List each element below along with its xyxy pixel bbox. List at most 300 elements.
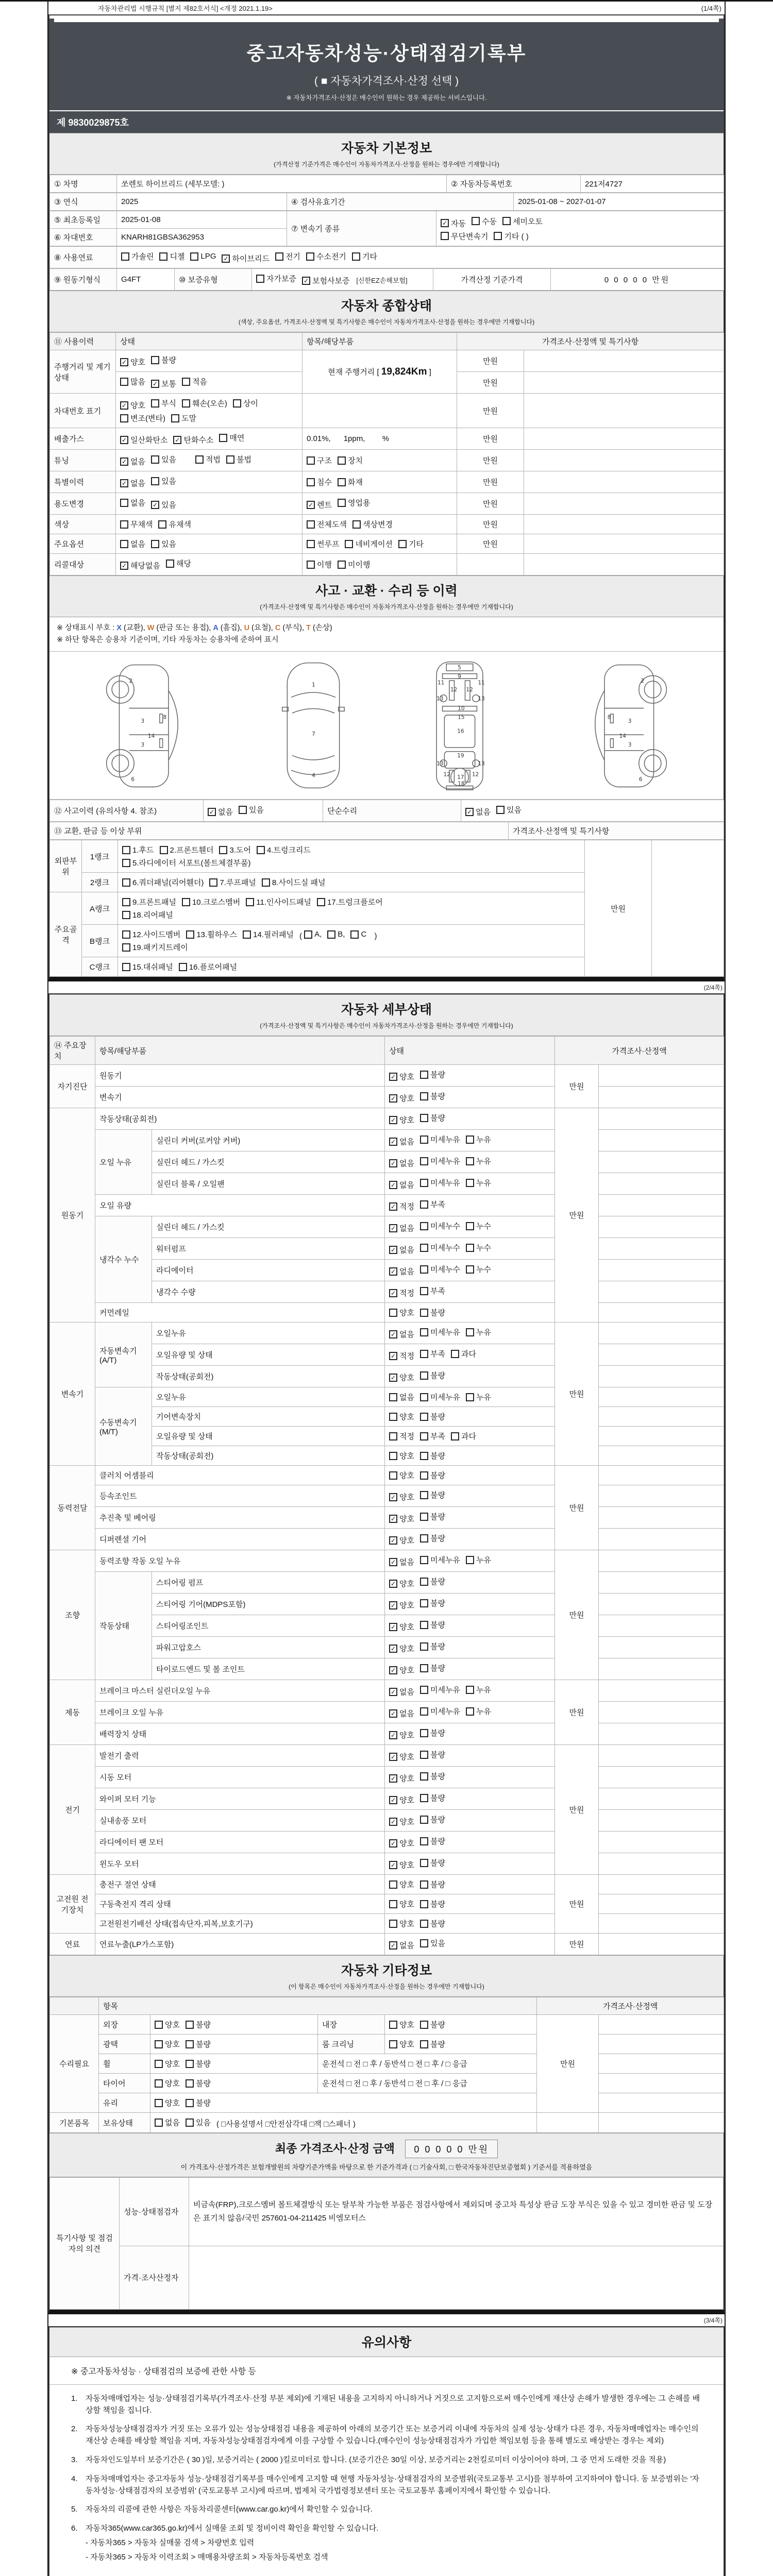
checkbox-box[interactable] — [257, 846, 265, 854]
checkbox-box[interactable] — [420, 1432, 428, 1440]
checkbox-box[interactable]: ✓ — [389, 1753, 397, 1761]
checkbox-box[interactable]: ✓ — [465, 808, 474, 816]
checkbox-box[interactable] — [186, 2099, 194, 2107]
checkbox-부족[interactable] — [420, 1285, 445, 1296]
checkbox-box[interactable]: ✓ — [389, 1580, 397, 1588]
checkbox-양호[interactable] — [389, 1899, 414, 1909]
checkbox-디젤[interactable] — [159, 251, 184, 262]
checkbox-미세누유[interactable] — [420, 1684, 460, 1695]
checkbox-양호[interactable] — [389, 1665, 414, 1675]
checkbox-적정[interactable] — [389, 1201, 414, 1212]
checkbox-box[interactable] — [420, 1413, 428, 1421]
checkbox-box[interactable]: ✓ — [389, 1558, 397, 1566]
checkbox-box[interactable] — [275, 252, 283, 261]
checkbox-box[interactable] — [389, 1900, 397, 1908]
checkbox-box[interactable] — [420, 1222, 428, 1230]
checkbox-box[interactable] — [350, 930, 359, 939]
checkbox-box[interactable] — [496, 806, 505, 814]
checkbox-box[interactable] — [389, 1920, 397, 1928]
checkbox-해당[interactable] — [166, 558, 191, 569]
checkbox-없음[interactable] — [120, 497, 145, 508]
checkbox-불법[interactable] — [226, 454, 251, 465]
checkbox-무채색[interactable] — [120, 519, 153, 530]
checkbox-양호[interactable] — [389, 1621, 414, 1632]
checkbox-불량[interactable] — [420, 1749, 445, 1760]
checkbox-box[interactable]: ✓ — [389, 1224, 397, 1232]
checkbox-box[interactable]: ✓ — [389, 1515, 397, 1523]
checkbox-box[interactable] — [338, 561, 346, 569]
checkbox-box[interactable] — [307, 478, 315, 486]
checkbox-box[interactable] — [195, 455, 204, 464]
checkbox-과다[interactable] — [451, 1431, 476, 1442]
checkbox-3.도어[interactable] — [219, 844, 251, 855]
checkbox-box[interactable] — [420, 1751, 428, 1759]
checkbox-미세누유[interactable] — [420, 1134, 460, 1145]
checkbox-box[interactable] — [209, 878, 217, 887]
checkbox-네비게이션[interactable] — [345, 538, 392, 549]
checkbox-box[interactable] — [420, 1556, 428, 1564]
checkbox-box[interactable] — [122, 878, 130, 887]
checkbox-미세누수[interactable] — [420, 1242, 460, 1253]
checkbox-box[interactable] — [420, 1136, 428, 1144]
checkbox-box[interactable]: ✓ — [389, 1181, 397, 1189]
checkbox-무단변속기[interactable] — [441, 231, 488, 242]
checkbox-box[interactable] — [389, 1471, 397, 1480]
checkbox-box[interactable] — [155, 2060, 163, 2068]
checkbox-box[interactable] — [389, 1432, 397, 1440]
checkbox-누유[interactable] — [466, 1156, 491, 1166]
checkbox-box[interactable] — [159, 252, 167, 261]
checkbox-box[interactable] — [420, 1664, 428, 1672]
checkbox-box[interactable] — [420, 1794, 428, 1802]
checkbox-자동[interactable] — [441, 218, 466, 229]
checkbox-불량[interactable] — [420, 1470, 445, 1481]
checkbox-box[interactable] — [502, 217, 511, 225]
checkbox-양호[interactable] — [389, 1114, 414, 1125]
checkbox-18.리어패널[interactable] — [122, 909, 173, 920]
checkbox-box[interactable] — [307, 520, 315, 529]
checkbox-box[interactable]: ✓ — [389, 1666, 397, 1674]
checkbox-유채색[interactable] — [158, 519, 191, 530]
checkbox-없음[interactable] — [120, 478, 145, 488]
checkbox-box[interactable] — [420, 1686, 428, 1694]
checkbox-양호[interactable] — [389, 1411, 414, 1422]
checkbox-9.프론트패널[interactable] — [122, 896, 176, 907]
checkbox-없음[interactable] — [208, 806, 233, 817]
checkbox-기타[interactable] — [398, 538, 424, 549]
checkbox-누수[interactable] — [466, 1221, 491, 1231]
checkbox-box[interactable] — [122, 963, 130, 971]
checkbox-불량[interactable] — [420, 1511, 445, 1522]
checkbox-8.사이드실 패널[interactable] — [262, 877, 326, 888]
checkbox-색상변경[interactable] — [352, 519, 393, 530]
checkbox-11.인사이드패널[interactable] — [246, 896, 311, 907]
checkbox-양호[interactable] — [389, 1492, 414, 1502]
checkbox-불량[interactable] — [186, 2058, 211, 2069]
checkbox-양호[interactable] — [389, 1918, 414, 1929]
checkbox-box[interactable] — [158, 520, 166, 529]
checkbox-하이브리드[interactable] — [222, 253, 269, 264]
checkbox-box[interactable] — [451, 1432, 459, 1440]
checkbox-box[interactable] — [420, 1371, 428, 1380]
checkbox-box[interactable] — [420, 1114, 428, 1122]
checkbox-과다[interactable] — [451, 1348, 476, 1359]
checkbox-box[interactable] — [420, 1642, 428, 1651]
checkbox-box[interactable] — [420, 1393, 428, 1401]
checkbox-box[interactable] — [389, 1393, 397, 1401]
checkbox-box[interactable] — [345, 540, 353, 548]
checkbox-LPG[interactable] — [190, 252, 216, 261]
checkbox-box[interactable] — [155, 2021, 163, 2029]
checkbox-box[interactable] — [121, 252, 129, 261]
checkbox-box[interactable] — [420, 1599, 428, 1607]
checkbox-없음[interactable] — [389, 1556, 414, 1567]
checkbox-box[interactable] — [120, 520, 128, 529]
checkbox-적정[interactable] — [389, 1431, 414, 1442]
checkbox-box[interactable]: ✓ — [173, 436, 181, 444]
checkbox-양호[interactable] — [389, 1535, 414, 1546]
checkbox-없음[interactable] — [389, 1158, 414, 1168]
checkbox-box[interactable] — [466, 1556, 474, 1564]
checkbox-box[interactable] — [338, 499, 346, 507]
checkbox-불량[interactable] — [420, 1450, 445, 1461]
checkbox-box[interactable] — [307, 561, 315, 569]
checkbox-불량[interactable] — [420, 1814, 445, 1825]
checkbox-box[interactable] — [122, 930, 130, 939]
checkbox-box[interactable] — [466, 1222, 474, 1230]
checkbox-불량[interactable] — [420, 1619, 445, 1630]
checkbox-불량[interactable] — [420, 1836, 445, 1846]
checkbox-불량[interactable] — [420, 1533, 445, 1544]
checkbox-box[interactable] — [420, 1265, 428, 1274]
checkbox-box[interactable] — [155, 2079, 163, 2088]
checkbox-불량[interactable] — [420, 1879, 445, 1890]
checkbox-box[interactable] — [246, 898, 254, 906]
checkbox-box[interactable] — [327, 930, 335, 939]
checkbox-13.휠하우스[interactable] — [186, 929, 237, 940]
checkbox-box[interactable] — [451, 1350, 459, 1358]
checkbox-불량[interactable] — [420, 1411, 445, 1422]
checkbox-box[interactable] — [182, 378, 190, 386]
checkbox-box[interactable]: ✓ — [389, 1073, 397, 1081]
checkbox-box[interactable]: ✓ — [120, 479, 128, 487]
checkbox-box[interactable] — [186, 2040, 194, 2048]
checkbox-없음[interactable] — [389, 1392, 414, 1402]
checkbox-box[interactable] — [186, 2060, 194, 2068]
checkbox-box[interactable] — [420, 1729, 428, 1737]
checkbox-B,[interactable] — [327, 930, 345, 939]
checkbox-불량[interactable] — [420, 1091, 445, 1101]
checkbox-16.플로어패널[interactable] — [179, 961, 237, 972]
checkbox-양호[interactable] — [389, 1307, 414, 1318]
checkbox-수동[interactable] — [472, 216, 497, 227]
checkbox-미세누유[interactable] — [420, 1327, 460, 1337]
checkbox-box[interactable] — [182, 898, 190, 906]
checkbox-box[interactable] — [243, 930, 251, 939]
checkbox-15.대쉬패널[interactable] — [122, 961, 173, 972]
checkbox-box[interactable] — [472, 217, 480, 225]
checkbox-해당없음[interactable] — [120, 560, 160, 571]
checkbox-4.트렁크리드[interactable] — [257, 844, 311, 855]
checkbox-상이[interactable] — [233, 398, 258, 409]
checkbox-box[interactable] — [256, 275, 264, 283]
checkbox-없음[interactable] — [465, 806, 491, 817]
checkbox-양호[interactable] — [389, 1071, 414, 1082]
checkbox-보통[interactable] — [151, 378, 176, 389]
checkbox-box[interactable] — [389, 1413, 397, 1421]
checkbox-썬루프[interactable] — [307, 538, 339, 549]
checkbox-14.필러패널[interactable] — [243, 929, 294, 940]
checkbox-box[interactable]: ✓ — [120, 401, 128, 410]
checkbox-box[interactable] — [389, 1452, 397, 1460]
checkbox-양호[interactable] — [389, 2019, 414, 2030]
checkbox-불량[interactable] — [151, 354, 176, 365]
checkbox-양호[interactable] — [389, 1578, 414, 1589]
checkbox-box[interactable]: ✓ — [389, 1330, 397, 1338]
checkbox-box[interactable] — [120, 499, 128, 507]
checkbox-양호[interactable] — [389, 1643, 414, 1654]
checkbox-변조(변타)[interactable] — [120, 413, 165, 423]
checkbox-미세누유[interactable] — [420, 1177, 460, 1188]
checkbox-불량[interactable] — [420, 1771, 445, 1782]
checkbox-box[interactable]: ✓ — [389, 1623, 397, 1631]
checkbox-box[interactable] — [155, 2099, 163, 2107]
checkbox-box[interactable]: ✓ — [389, 1374, 397, 1382]
checkbox-box[interactable]: ✓ — [120, 457, 128, 466]
checkbox-box[interactable] — [306, 252, 314, 261]
checkbox-불량[interactable] — [186, 2039, 211, 2049]
checkbox-box[interactable]: ✓ — [389, 1267, 397, 1276]
checkbox-box[interactable] — [151, 455, 159, 464]
checkbox-box[interactable] — [226, 455, 234, 464]
checkbox-box[interactable]: ✓ — [307, 501, 315, 509]
checkbox-box[interactable]: ✓ — [389, 1796, 397, 1804]
checkbox-box[interactable]: ✓ — [151, 380, 159, 388]
checkbox-box[interactable] — [420, 1859, 428, 1867]
checkbox-box[interactable] — [420, 1880, 428, 1889]
checkbox-양호[interactable] — [389, 1794, 414, 1805]
checkbox-미세누유[interactable] — [420, 1392, 460, 1402]
checkbox-box[interactable] — [317, 898, 325, 906]
checkbox-1.후드[interactable] — [122, 844, 154, 855]
checkbox-box[interactable] — [420, 1816, 428, 1824]
checkbox-box[interactable] — [160, 846, 168, 854]
checkbox-box[interactable] — [389, 1880, 397, 1889]
checkbox-기타[interactable] — [352, 251, 377, 262]
checkbox-box[interactable] — [171, 414, 179, 422]
checkbox-box[interactable] — [420, 1309, 428, 1317]
checkbox-box[interactable]: ✓ — [389, 1861, 397, 1869]
checkbox-A,[interactable] — [304, 930, 322, 939]
checkbox-box[interactable] — [420, 1939, 428, 1947]
checkbox-box[interactable] — [420, 1471, 428, 1480]
checkbox-불량[interactable] — [186, 2019, 211, 2030]
checkbox-box[interactable] — [420, 1707, 428, 1716]
checkbox-자가보증[interactable] — [256, 273, 296, 284]
checkbox-box[interactable] — [420, 1578, 428, 1586]
checkbox-box[interactable] — [420, 1452, 428, 1460]
checkbox-있음[interactable] — [151, 476, 176, 486]
checkbox-누유[interactable] — [466, 1684, 491, 1695]
checkbox-전체도색[interactable] — [307, 519, 347, 530]
checkbox-box[interactable]: ✓ — [389, 1709, 397, 1718]
checkbox-box[interactable] — [420, 1534, 428, 1543]
checkbox-box[interactable] — [120, 540, 128, 548]
checkbox-box[interactable]: ✓ — [389, 1839, 397, 1848]
checkbox-미세누유[interactable] — [420, 1554, 460, 1565]
checkbox-box[interactable] — [120, 378, 128, 386]
checkbox-불량[interactable] — [420, 1598, 445, 1608]
checkbox-box[interactable] — [307, 456, 315, 465]
checkbox-box[interactable] — [420, 1920, 428, 1928]
checkbox-box[interactable]: ✓ — [389, 1202, 397, 1211]
checkbox-양호[interactable] — [389, 1879, 414, 1890]
checkbox-양호[interactable] — [389, 1773, 414, 1784]
checkbox-불량[interactable] — [420, 1857, 445, 1868]
checkbox-누유[interactable] — [466, 1134, 491, 1145]
checkbox-box[interactable]: ✓ — [208, 808, 216, 816]
checkbox-box[interactable]: ✓ — [389, 1645, 397, 1653]
checkbox-없음[interactable] — [389, 1708, 414, 1719]
checkbox-양호[interactable] — [389, 1372, 414, 1383]
checkbox-있음[interactable] — [496, 804, 522, 815]
checkbox-누유[interactable] — [466, 1177, 491, 1188]
checkbox-불량[interactable] — [420, 1307, 445, 1318]
checkbox-box[interactable]: ✓ — [389, 1352, 397, 1360]
checkbox-box[interactable] — [182, 399, 190, 408]
checkbox-box[interactable] — [219, 434, 227, 442]
checkbox-box[interactable] — [219, 846, 227, 854]
checkbox-box[interactable]: ✓ — [389, 1094, 397, 1103]
checkbox-19.패키지트레이[interactable] — [122, 942, 188, 953]
checkbox-box[interactable] — [420, 1157, 428, 1165]
checkbox-부족[interactable] — [420, 1199, 445, 1210]
checkbox-box[interactable] — [398, 540, 407, 548]
checkbox-box[interactable] — [186, 930, 194, 939]
checkbox-box[interactable]: ✓ — [389, 1601, 397, 1609]
checkbox-box[interactable] — [307, 540, 315, 548]
checkbox-양호[interactable] — [389, 1450, 414, 1461]
checkbox-불량[interactable] — [420, 2039, 445, 2049]
checkbox-불량[interactable] — [420, 1792, 445, 1803]
checkbox-있음[interactable] — [186, 2117, 211, 2128]
checkbox-box[interactable] — [466, 1393, 474, 1401]
checkbox-양호[interactable] — [155, 2078, 180, 2089]
checkbox-양호[interactable] — [120, 357, 145, 367]
checkbox-화재[interactable] — [338, 477, 363, 487]
checkbox-box[interactable] — [420, 1621, 428, 1629]
checkbox-양호[interactable] — [120, 400, 145, 411]
checkbox-box[interactable] — [441, 232, 449, 240]
checkbox-7.루프패널[interactable] — [209, 877, 256, 888]
checkbox-box[interactable] — [389, 1309, 397, 1317]
checkbox-box[interactable] — [186, 2119, 194, 2127]
checkbox-box[interactable] — [420, 1179, 428, 1187]
checkbox-누수[interactable] — [466, 1242, 491, 1253]
checkbox-box[interactable] — [151, 356, 159, 364]
checkbox-양호[interactable] — [389, 1751, 414, 1762]
checkbox-box[interactable] — [494, 232, 502, 240]
checkbox-box[interactable] — [420, 1837, 428, 1845]
checkbox-전기[interactable] — [275, 251, 300, 262]
checkbox-box[interactable]: ✓ — [389, 1731, 397, 1739]
checkbox-적정[interactable] — [389, 1350, 414, 1361]
checkbox-box[interactable] — [420, 1513, 428, 1521]
checkbox-box[interactable] — [466, 1686, 474, 1694]
checkbox-box[interactable] — [420, 1350, 428, 1358]
checkbox-box[interactable] — [352, 252, 360, 261]
checkbox-box[interactable]: ✓ — [389, 1159, 397, 1167]
checkbox-누수[interactable] — [466, 1264, 491, 1275]
checkbox-누유[interactable] — [466, 1554, 491, 1565]
checkbox-box[interactable] — [151, 477, 159, 485]
checkbox-box[interactable]: ✓ — [222, 255, 230, 263]
checkbox-세미오토[interactable] — [502, 216, 543, 227]
checkbox-불량[interactable] — [186, 2078, 211, 2089]
checkbox-장치[interactable] — [338, 455, 363, 466]
checkbox-없음[interactable] — [389, 1179, 414, 1190]
checkbox-미세누유[interactable] — [420, 1156, 460, 1166]
checkbox-없음[interactable] — [120, 456, 145, 467]
checkbox-box[interactable] — [466, 1265, 474, 1274]
checkbox-불량[interactable] — [420, 1576, 445, 1587]
checkbox-불량[interactable] — [420, 1370, 445, 1381]
checkbox-box[interactable]: ✓ — [389, 1536, 397, 1545]
checkbox-box[interactable]: ✓ — [120, 436, 128, 444]
checkbox-탄화수소[interactable] — [173, 434, 213, 445]
checkbox-양호[interactable] — [389, 1093, 414, 1104]
checkbox-box[interactable] — [122, 911, 130, 919]
checkbox-box[interactable] — [186, 2021, 194, 2029]
checkbox-누유[interactable] — [466, 1706, 491, 1717]
checkbox-미세누수[interactable] — [420, 1221, 460, 1231]
checkbox-미세누유[interactable] — [420, 1706, 460, 1717]
checkbox-box[interactable]: ✓ — [389, 1289, 397, 1297]
checkbox-불량[interactable] — [420, 1663, 445, 1673]
checkbox-이행[interactable] — [307, 559, 332, 570]
checkbox-box[interactable] — [420, 1491, 428, 1499]
checkbox-box[interactable] — [239, 806, 247, 814]
checkbox-2.프론트휀더[interactable] — [160, 844, 214, 855]
checkbox-box[interactable]: ✓ — [389, 1818, 397, 1826]
checkbox-box[interactable]: ✓ — [389, 1688, 397, 1696]
checkbox-box[interactable] — [179, 963, 187, 971]
checkbox-box[interactable] — [420, 1092, 428, 1100]
checkbox-box[interactable] — [151, 399, 159, 408]
checkbox-양호[interactable] — [389, 1838, 414, 1849]
checkbox-적음[interactable] — [182, 376, 207, 387]
checkbox-box[interactable] — [389, 2040, 397, 2048]
checkbox-누유[interactable] — [466, 1392, 491, 1402]
checkbox-기타 ( )[interactable] — [494, 231, 528, 242]
checkbox-양호[interactable] — [389, 1513, 414, 1524]
checkbox-10.크로스멤버[interactable] — [182, 896, 240, 907]
checkbox-box[interactable] — [466, 1157, 474, 1165]
checkbox-box[interactable] — [151, 540, 159, 548]
checkbox-box[interactable] — [186, 2079, 194, 2088]
checkbox-있음[interactable] — [239, 804, 264, 815]
checkbox-양호[interactable] — [389, 1730, 414, 1740]
checkbox-box[interactable] — [466, 1707, 474, 1716]
checkbox-box[interactable] — [304, 930, 312, 939]
checkbox-box[interactable] — [420, 1244, 428, 1252]
checkbox-미이행[interactable] — [338, 559, 370, 570]
checkbox-불량[interactable] — [420, 1727, 445, 1738]
checkbox-없음[interactable] — [389, 1136, 414, 1147]
checkbox-box[interactable] — [466, 1328, 474, 1336]
checkbox-box[interactable]: ✓ — [120, 358, 128, 366]
checkbox-box[interactable] — [352, 520, 361, 529]
